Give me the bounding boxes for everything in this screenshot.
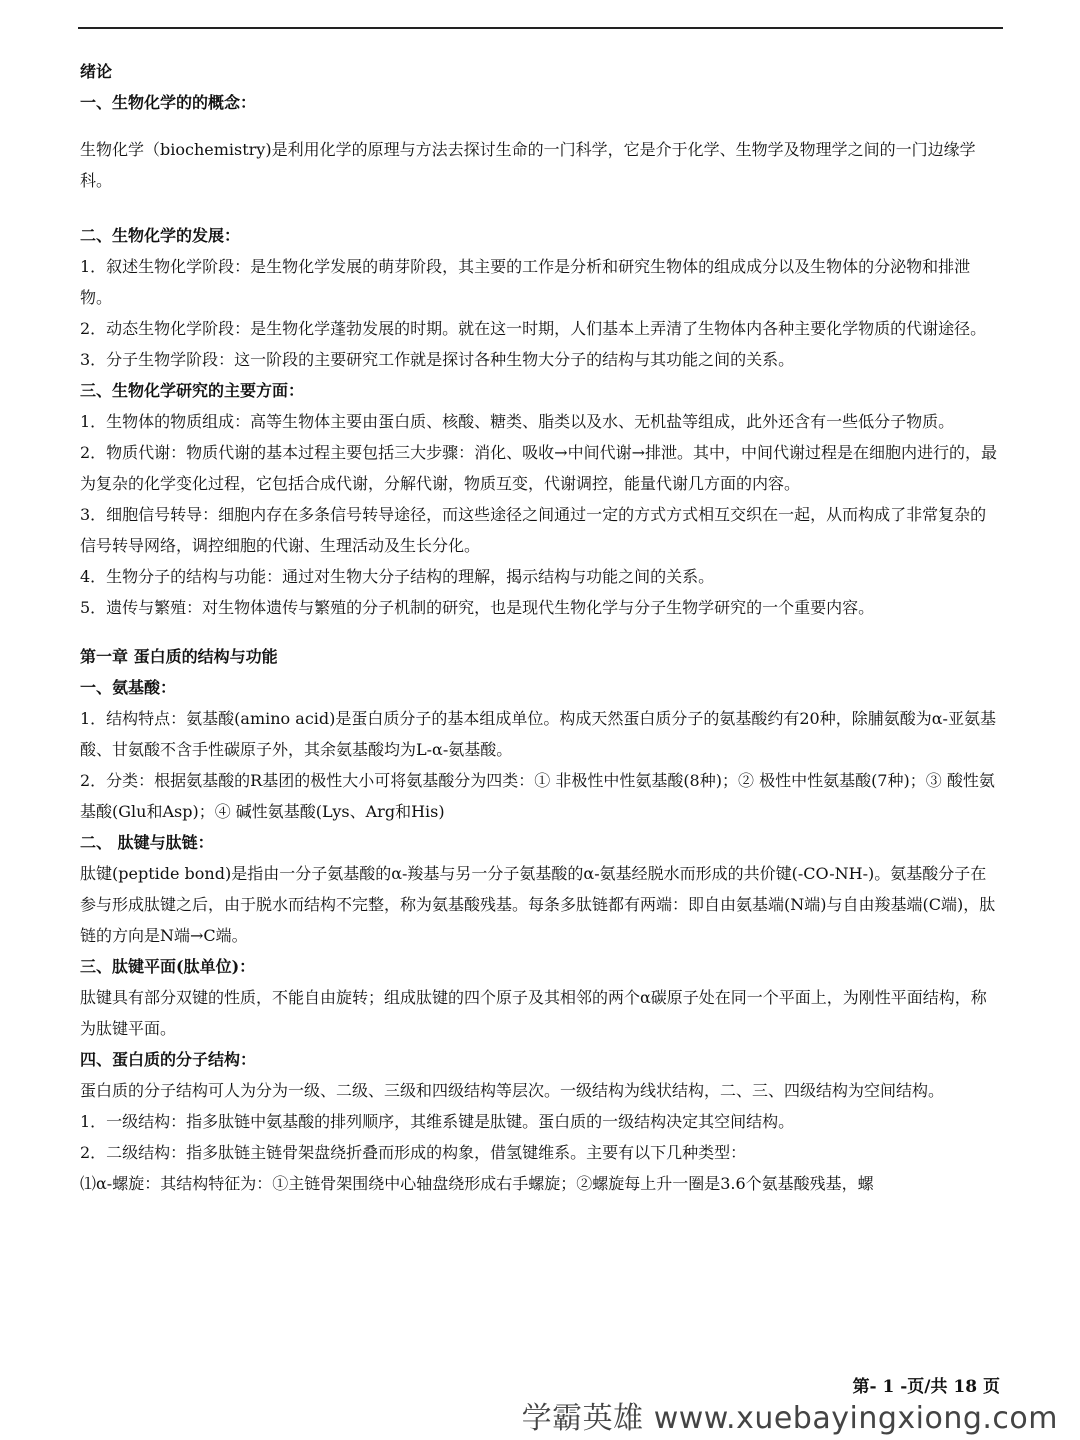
paragraph: 肽键(peptide bond)是指由一分子氨基酸的α-羧基与另一分子氨基酸的α-氨基经脱水而形成的共价键(-CO-NH-)。氨基酸分子在参与形成肽键之后，由于脱水而结构不完整，称为氨基酸残基。每条多肽链都有两端：即自由氨基端(N端)与自由羧基端(C端)，肽链的方向是N端→C端。 <box>80 864 996 945</box>
list-item: 1．一级结构：指多肽链中氨基酸的排列顺序，其维系键是肽键。蛋白质的一级结构决定其空间结构。 <box>80 1112 795 1131</box>
section-heading: 四、蛋白质的分子结构： <box>80 1050 257 1069</box>
section-heading: 一、氨基酸： <box>80 678 177 697</box>
paragraph: 肽键具有部分双键的性质，不能自由旋转；组成肽键的四个原子及其相邻的两个α碳原子处在同一个平面上，为刚性平面结构，称为肽键平面。 <box>80 988 987 1038</box>
list-item: 3．细胞信号转导：细胞内存在多条信号转导途径，而这些途径之间通过一定的方式方式相互交织在一起，从而构成了非常复杂的信号转导网络，调控细胞的代谢、生理活动及生长分化。 <box>80 505 987 555</box>
page-number: 第- 1 -页/共 18 页 <box>852 1377 1000 1397</box>
paragraph: 蛋白质的分子结构可人为分为一级、二级、三级和四级结构等层次。一级结构为线状结构，二、三、四级结构为空间结构。 <box>80 1081 945 1100</box>
site-watermark: 学霸英雄 www.xuebayingxiong.com <box>521 1401 1058 1436</box>
section-heading: 三、肽键平面(肽单位)： <box>80 957 256 976</box>
list-item: ⑴α-螺旋：其结构特征为：①主链骨架围绕中心轴盘绕形成右手螺旋；②螺旋每上升一圈是3.6个氨基酸残基，螺 <box>80 1174 874 1193</box>
list-item: 2．物质代谢：物质代谢的基本过程主要包括三大步骤：消化、吸收→中间代谢→排泄。其中，中间代谢过程是在细胞内进行的，最为复杂的化学变化过程，它包括合成代谢，分解代谢，物质互变，代谢调控，能量代谢几方面的内容。 <box>80 443 997 493</box>
list-item: 4．生物分子的结构与功能：通过对生物大分子结构的理解，揭示结构与功能之间的关系。 <box>80 567 715 586</box>
list-item: 2．二级结构：指多肽链主链骨架盘绕折叠而形成的构象，借氢键维系。主要有以下几种类型： <box>80 1143 747 1162</box>
list-item: 2．动态生物化学阶段：是生物化学蓬勃发展的时期。就在这一时期，人们基本上弄清了生物体内各种主要化学物质的代谢途径。 <box>80 319 987 338</box>
chapter-title-intro: 绪论 <box>80 62 113 81</box>
list-item: 1．叙述生物化学阶段：是生物化学发展的萌芽阶段，其主要的工作是分析和研究生物体的组成成分以及生物体的分泌物和排泄物。 <box>80 257 971 307</box>
document-body <box>80 56 1000 1199</box>
list-item: 3．分子生物学阶段：这一阶段的主要研究工作就是探讨各种生物大分子的结构与其功能之间的关系。 <box>80 350 795 369</box>
list-item: 2．分类：根据氨基酸的R基团的极性大小可将氨基酸分为四类：① 非极性中性氨基酸(8种)；② 极性中性氨基酸(7种)；③ 酸性氨基酸(Glu和Asp)；④ 碱性氨基酸(Lys、Arg和His) <box>80 771 995 821</box>
list-item: 5．遗传与繁殖：对生物体遗传与繁殖的分子机制的研究，也是现代生物化学与分子生物学研究的一个重要内容。 <box>80 598 875 617</box>
list-item: 1．结构特点：氨基酸(amino acid)是蛋白质分子的基本组成单位。构成天然蛋白质分子的氨基酸约有20种，除脯氨酸为α-亚氨基酸、甘氨酸不含手性碳原子外，其余氨基酸均为L-α-氨基酸。 <box>80 709 996 759</box>
section-heading: 三、生物化学研究的主要方面： <box>80 381 305 400</box>
list-item: 1．生物体的物质组成：高等生物体主要由蛋白质、核酸、糖类、脂类以及水、无机盐等组成，此外还含有一些低分子物质。 <box>80 412 955 431</box>
chapter-title: 第一章 蛋白质的结构与功能 <box>80 647 278 666</box>
section-heading: 一、生物化学的的概念： <box>80 93 257 112</box>
section-heading: 二、生物化学的发展： <box>80 226 241 245</box>
paragraph: 生物化学（biochemistry)是利用化学的原理与方法去探讨生命的一门科学，它是介于化学、生物学及物理学之间的一门边缘学科。 <box>80 140 976 190</box>
section-heading: 二、 肽键与肽链： <box>80 833 214 852</box>
header-rule <box>78 27 1003 29</box>
